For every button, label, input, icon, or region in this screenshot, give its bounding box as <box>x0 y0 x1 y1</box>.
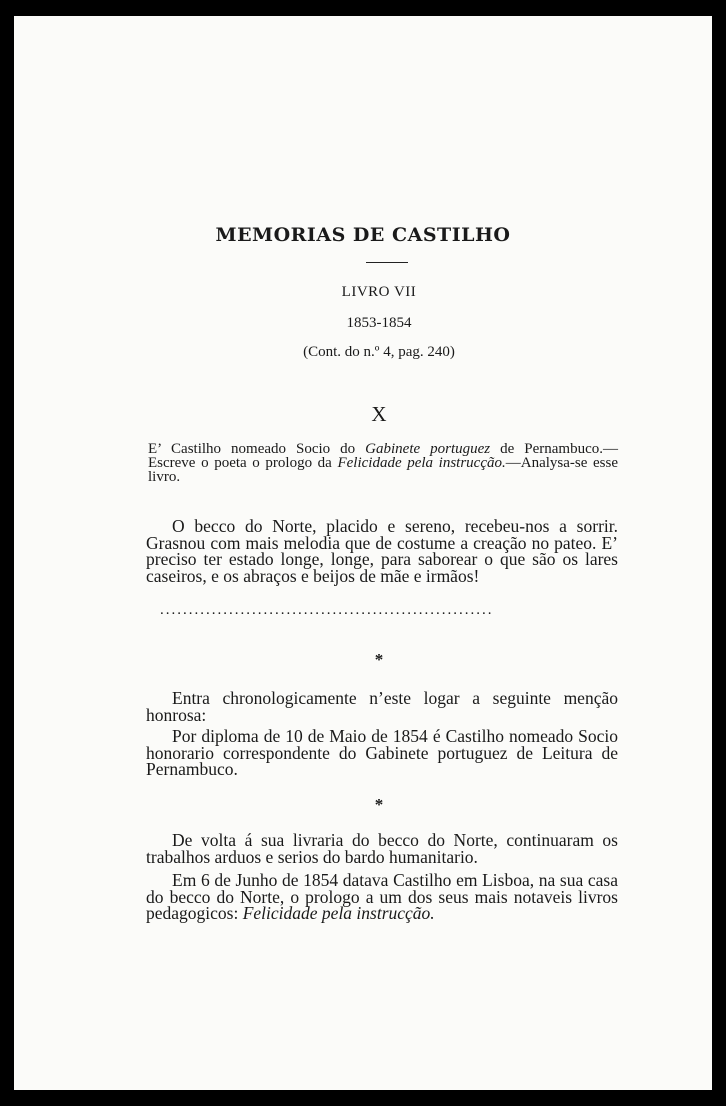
page-content <box>14 16 712 1090</box>
summary-text-1: E’ Castilho nomeado Socio do <box>148 441 366 457</box>
chapter-number: X <box>371 402 387 426</box>
summary-text-3: —Analysa-se esse livro. <box>148 455 618 485</box>
years-heading: 1853-1854 <box>346 315 412 331</box>
prologue-text: Em 6 de Junho de 1854 datava Castilho em Lisboa, na sua casa do becco do Norte, o prologo a um dos seus mais notaveis livros pedagogicos: <box>146 870 618 923</box>
section-asterisk-2: * <box>374 795 384 814</box>
book-title: MEMORIAS DE CASTILHO <box>215 224 511 246</box>
paragraph-mention: Entra chronologicamente n’este logar a seguinte menção honrosa: <box>146 688 618 725</box>
paragraph-prologue <box>146 872 618 922</box>
prologue-book-title: Felicidade pela instrucção. <box>242 903 435 923</box>
paragraph-diploma: Por diploma de 10 de Maio de 1854 é Castilho nomeado Socio honorario correspondente do Gabinete portuguez de Leitura de Pernambuco. <box>146 726 618 779</box>
document-page <box>14 16 712 1090</box>
continuation-note: (Cont. do n.º 4, pag. 240) <box>303 344 455 360</box>
title-rule <box>366 262 408 263</box>
dotted-leader: .......................................................... <box>160 602 494 618</box>
summary-text-2: de Pernambuco.— Escreve o poeta o prologo da <box>148 441 619 471</box>
paragraph-library: De volta á sua livraria do becco do Norte, continuaram os trabalhos arduos e serios do bardo humanitario. <box>146 830 618 867</box>
section-asterisk-1: * <box>374 650 384 669</box>
chapter-summary <box>148 442 618 484</box>
paragraph-return-home: O becco do Norte, placido e sereno, recebeu-nos a sorrir. Grasnou com mais melodia que de costume a creação no pateo. E’ preciso ter estado longe, longe, para saborear o que são os lares caseiros, e os abraços e beijos de mãe e irmãos! <box>146 516 618 586</box>
livro-heading: LIVRO VII <box>341 284 417 300</box>
summary-italic-2: Felicidade pela instrucção. <box>337 455 506 471</box>
summary-italic-1: Gabinete portuguez <box>365 441 491 457</box>
